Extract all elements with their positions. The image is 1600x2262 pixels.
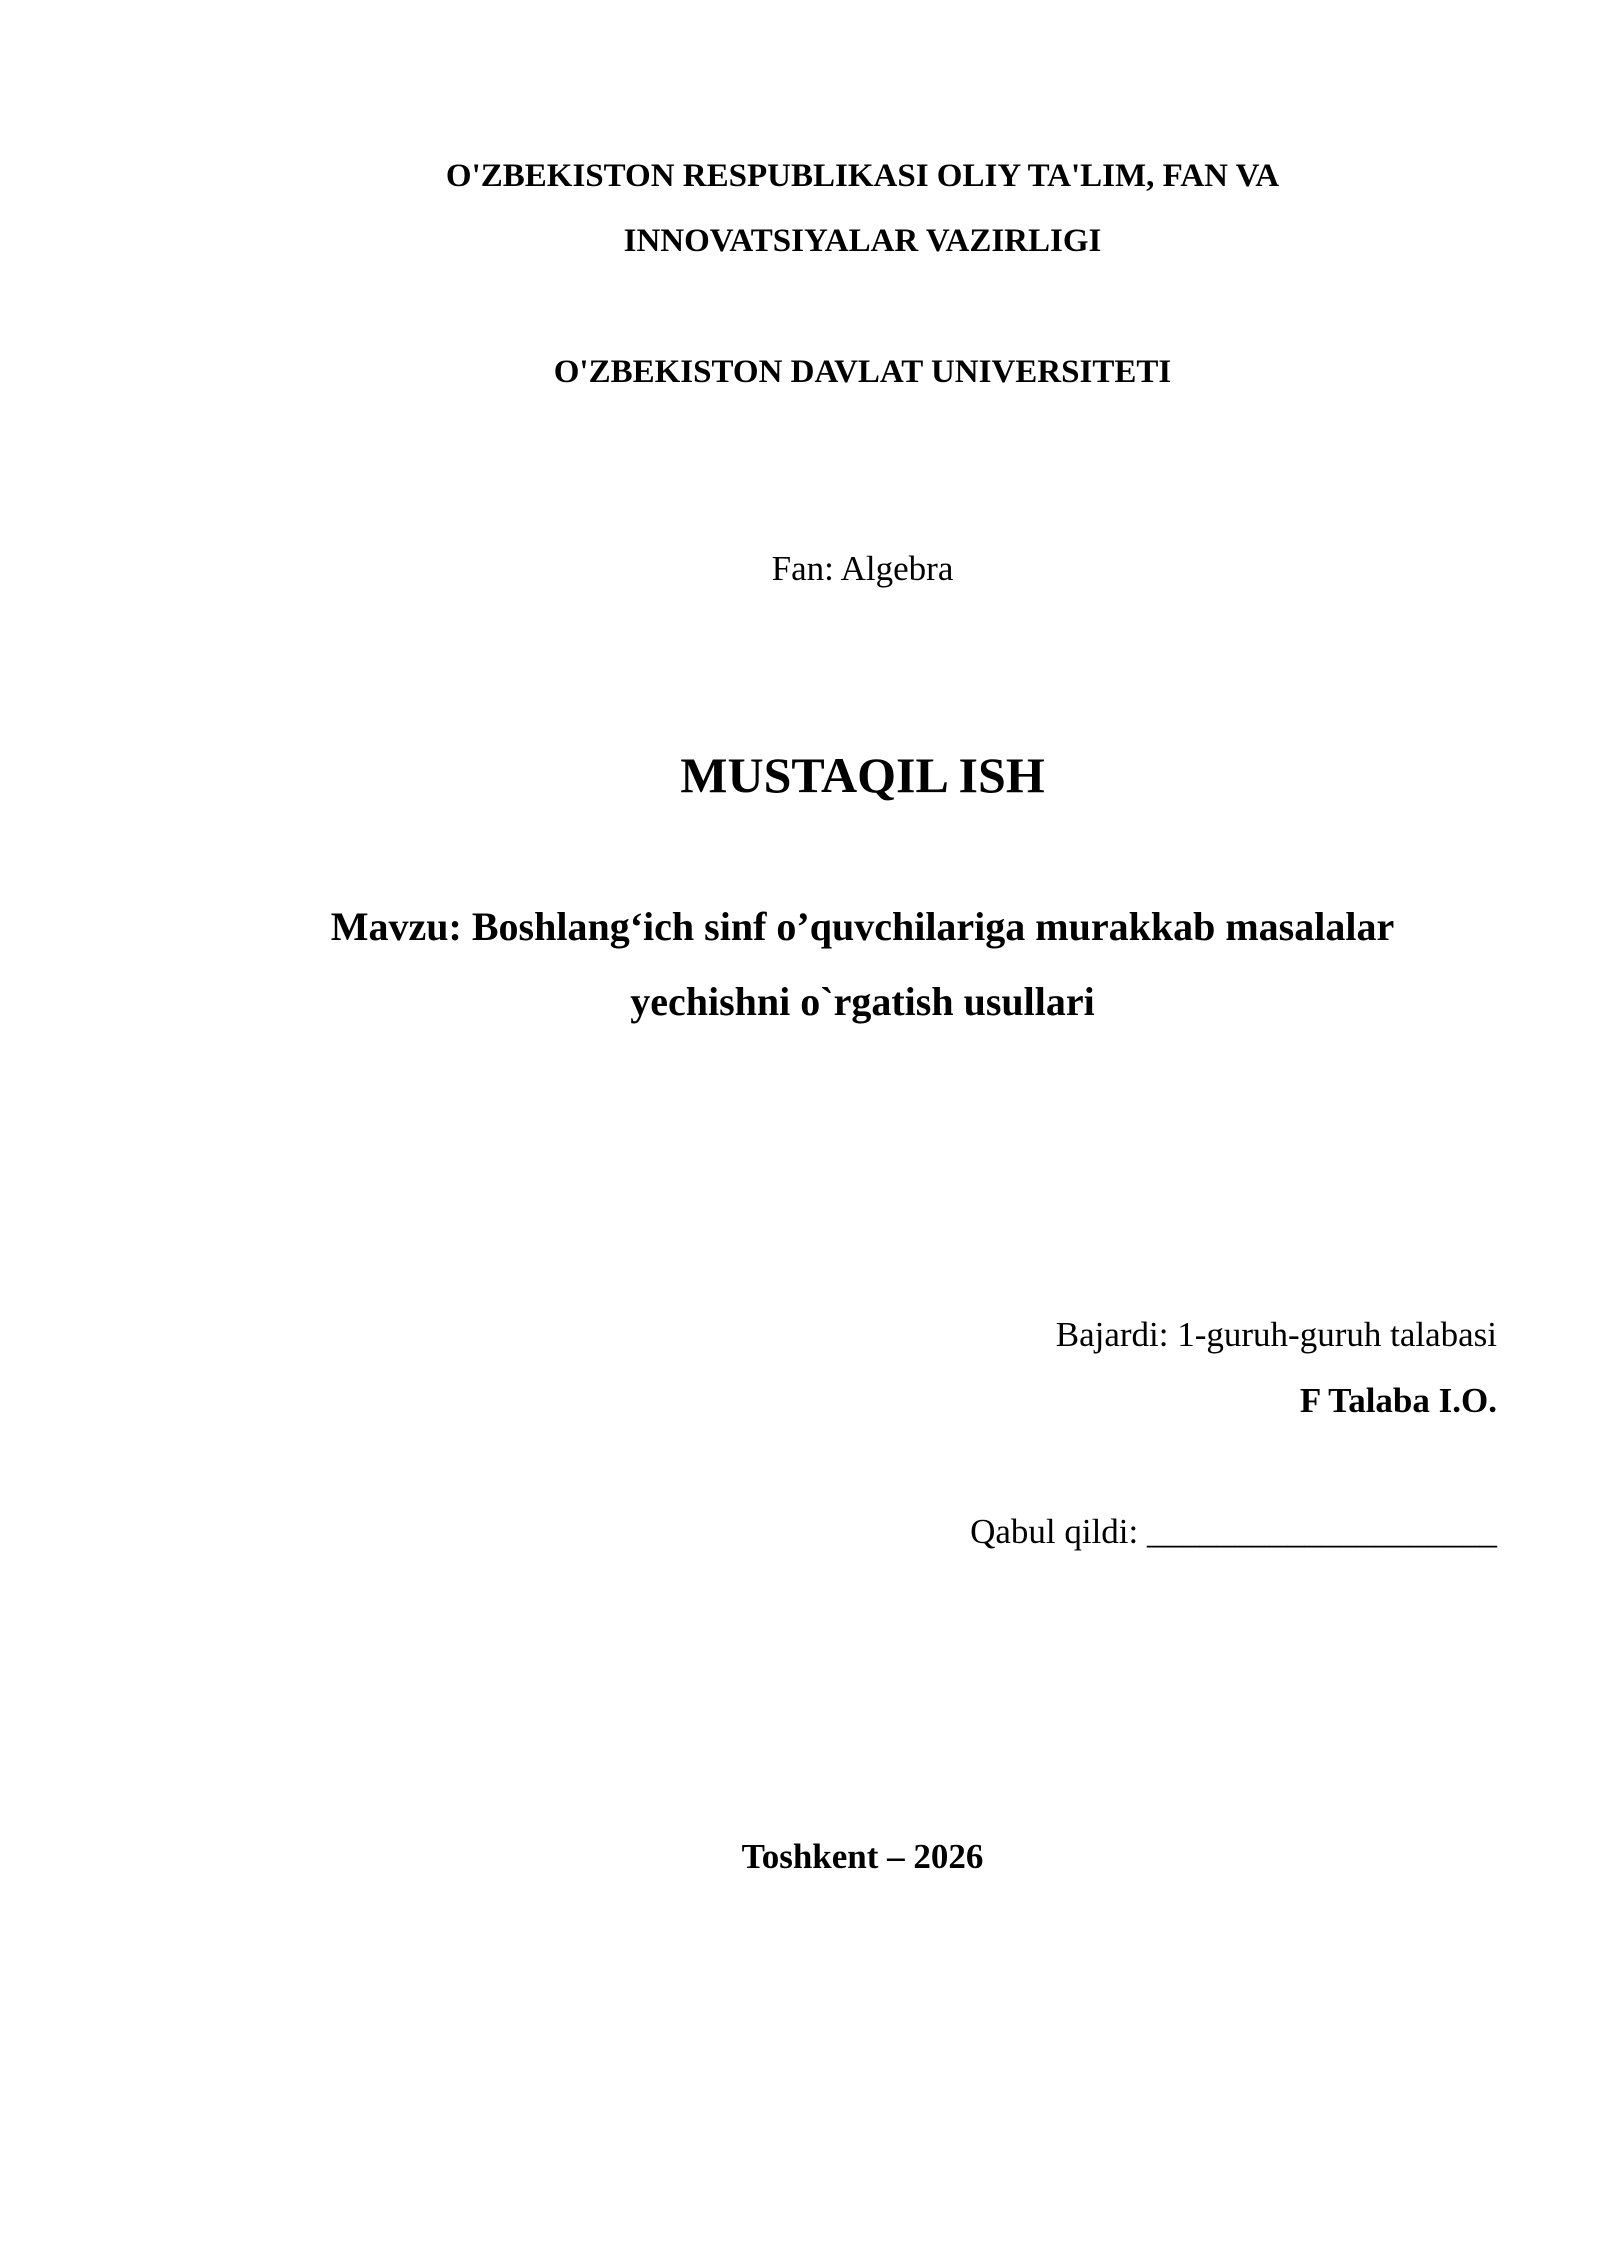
topic-line-1: Mavzu: Boshlang‘ich sinf o’quvchilariga murakkab masalalar: [330, 904, 1395, 949]
university-name: O'ZBEKISTON DAVLAT UNIVERSITETI: [553, 354, 1172, 390]
topic-line-2: yechishni o`rgatish usullari: [630, 979, 1095, 1024]
student-name: F Talaba I.O.: [1299, 1381, 1497, 1420]
subject-label: Fan: Algebra: [771, 549, 954, 588]
document-type-title: MUSTAQIL ISH: [680, 747, 1045, 803]
ministry-line-1: O'ZBEKISTON RESPUBLIKASI OLIY TA'LIM, FAN VA: [445, 158, 1280, 194]
performed-by: Bajardi: 1-guruh-guruh talabasi: [1055, 1315, 1497, 1354]
accepted-by: Qabul qildi: ____________________: [970, 1512, 1497, 1551]
city-year: Toshkent – 2026: [741, 1837, 984, 1876]
ministry-line-2: INNOVATSIYALAR VAZIRLIGI: [623, 223, 1102, 259]
